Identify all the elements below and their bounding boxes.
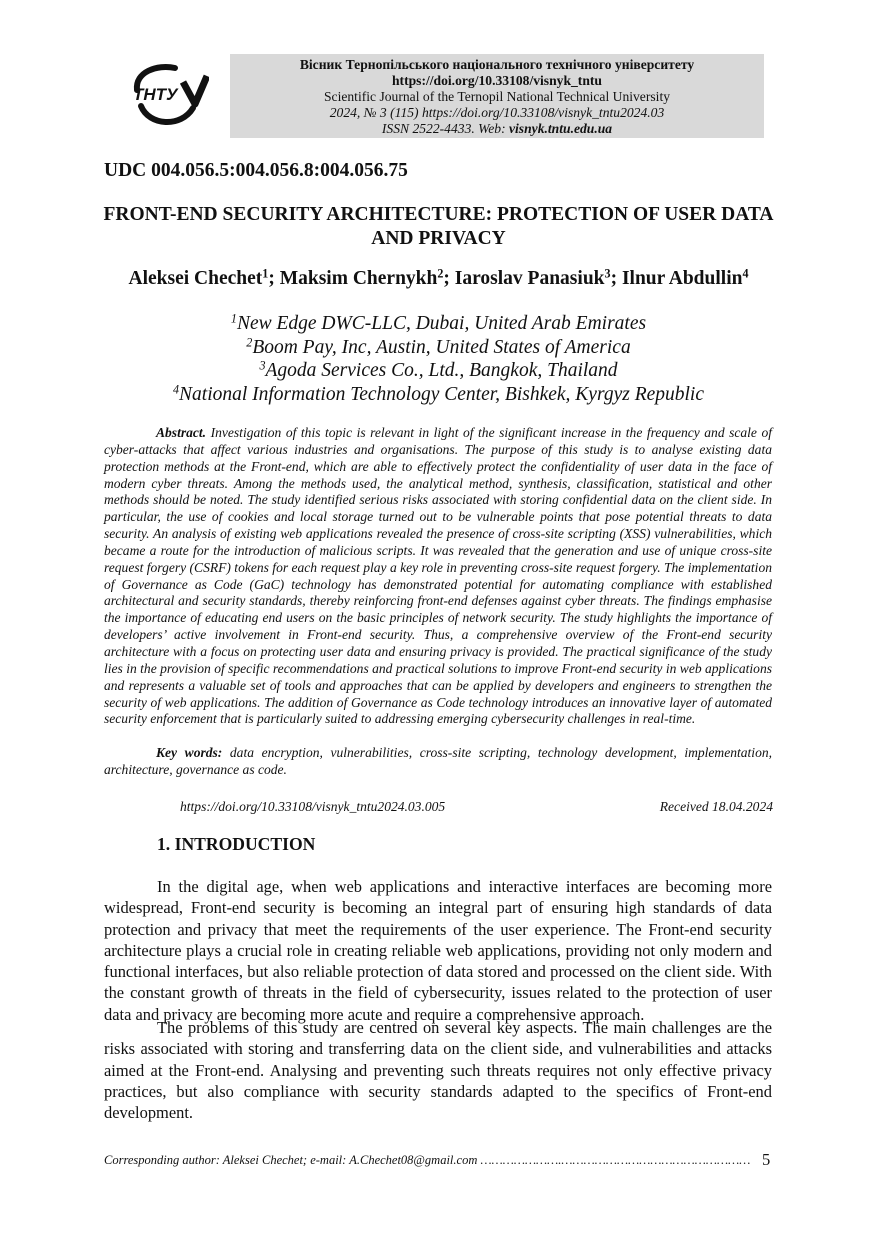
issn-text: ISSN 2522-4433. Web: [381,121,509,136]
author-sup: 2 [437,266,444,281]
affiliation-text: New Edge DWC-LLC, Dubai, United Arab Emirates [236,313,647,334]
author-list: Aleksei Chechet$^1$; Maksim Chernykh$^2$; Iaroslav Panasiuk$^3$; Ilnur Abdullin$^4$ [128,266,749,289]
logo-text: ТНТУ [133,85,178,104]
author-name: Ilnur Abdullin [621,268,743,289]
body-paragraph: In the digital age, when web applications and interactive interfaces are becoming more widespread, Front-end security is becoming an integral part of ensuring high standards of data protection and privacy that meet the requirements of the user experience. The Front-end security architecture plays a crucial role in creating reliable web applications, providing not only modern and functional interfaces, but also reliable protection of data stored and processed on the client side. With the constant growth of threats in the field of cybersecurity, issues related to the protection of user data and privacy are becoming more acute and require a comprehensive approach. [104,877,772,1024]
keywords-label: Key words: [156,745,223,760]
author-sup: 3 [604,266,611,281]
affiliation [96,312,781,336]
udc-code: UDC 004.056.5:004.056.8:004.056.75 [104,160,408,181]
article-doi-link[interactable]: https://doi.org/10.33108/visnyk_tntu2024.03.005 [180,799,446,814]
affiliation-sup: 4 [172,381,180,396]
affiliations [96,312,781,406]
author-sup: 4 [742,266,749,281]
corresponding-author-footer [104,1153,772,1168]
journal-header [230,54,764,138]
keywords-text: data encryption, vulnerabilities, cross-site scripting, technology development, implementation, architecture, governance as code. [104,745,772,777]
paper-title: FRONT-END SECURITY ARCHITECTURE: PROTECTION OF USER DATA AND PRIVACY [103,204,774,249]
author-name: Iaroslav Panasiuk [454,268,605,289]
abstract-text: Investigation of this topic is relevant in light of the significant increase in the frequency and scale of cyber-attacks that affect various industries and organisations. The purpose of this study is to analyse existing data protection methods at the Front-end, which are able to effectively protect the confidentiality of user data in the face of modern cyber threats. Among the methods used, the analytical method, synthesis, classification, statistical and other methods should be noted. The study identified serious risks associated with storing confidential data on the client side. In particular, the use of cookies and local storage turned out to be vulnerable points that pose potential threats to data security. An analysis of existing web applications revealed the presence of cross-site scripting (XSS) vulnerabilities, which became a route for the introduction of malicious scripts. It was revealed that the generation and use of unique cross-site request forgery (CSRF) tokens for each request play a key role in preventing cross-site request forgery. The implementation of Governance as Code (GaC) technology has demonstrated potential for automating compliance with established architectural and security standards, thereby reinforcing front-end defenses against cyber threats. The findings emphasise the importance of educating end users on the basic principles of network security. The study highlights the importance of developers’ active involvement in Front-end security. Thus, a comprehensive overview of the Front-end security architecture with a focus on protecting user data and ensuring privacy is provided. The practical significance of the study lies in the provision of specific recommendations and practical solutions to improve Front-end security in web applications and represents a valuable set of tools and approaches that can be applied by developers and engineers to strengthen the security of web applications. The addition of Governance as Code technology introduces an innovative layer of automated security enforcement that is particularly suited to addressing emerging cybersecurity challenges in real-time. [104,425,773,727]
affiliation [96,336,781,360]
body-paragraph: The problems of this study are centred on several key aspects. The main challenges are the risks associated with storing and transferring data on the client side, and vulnerabilities and attacks aimed at the Front-end. Analysing and preventing such threats requires not only effective privacy practices, but also compliance with security standards adapted to the specifics of Front-end development. [104,1018,772,1123]
affiliation-sup: 2 [246,334,253,349]
section-heading: 1. INTRODUCTION [157,834,316,854]
journal-issue: 2024, № 3 (115) https://doi.org/10.33108/visnyk_tntu2024.03 [329,105,665,120]
affiliation-text: Boom Pay, Inc, Austin, United States of America [252,336,631,358]
journal-doi: https://doi.org/10.33108/visnyk_tntu [392,73,602,88]
author-name: Aleksei Chechet [128,268,263,289]
received-date: Received 18.04.2024 [659,799,773,814]
journal-issn [230,121,764,137]
affiliation-sup: 3 [259,358,266,373]
abstract-label: Abstract. [156,425,207,440]
affiliation-text: Agoda Services Co., Ltd., Bangkok, Thailand [265,360,618,381]
abstract [104,425,772,728]
footer-text: Corresponding author: Aleksei Chechet; e-mail: A.Chechet08@gmail.com [104,1153,478,1167]
journal-title-ua: Вісник Тернопільського національного технічного університету [299,57,695,72]
page-number: 5 [762,1150,771,1169]
footer-leader: ………………….…………………………………………… [477,1153,751,1167]
keywords [104,745,772,779]
tntu-logo [127,62,209,132]
journal-title-en: Scientific Journal of the Ternopil National Technical University [323,89,671,104]
affiliation-text: National Information Technology Center, Bishkek, Kyrgyz Republic [179,383,705,405]
author-name: Maksim Chernykh [279,268,438,289]
affiliation-sup: 1 [230,311,237,326]
affiliation [96,359,781,383]
journal-web-link: visnyk.tntu.edu.ua [509,121,613,136]
author-sup: 1 [262,266,269,281]
affiliation [96,383,781,407]
